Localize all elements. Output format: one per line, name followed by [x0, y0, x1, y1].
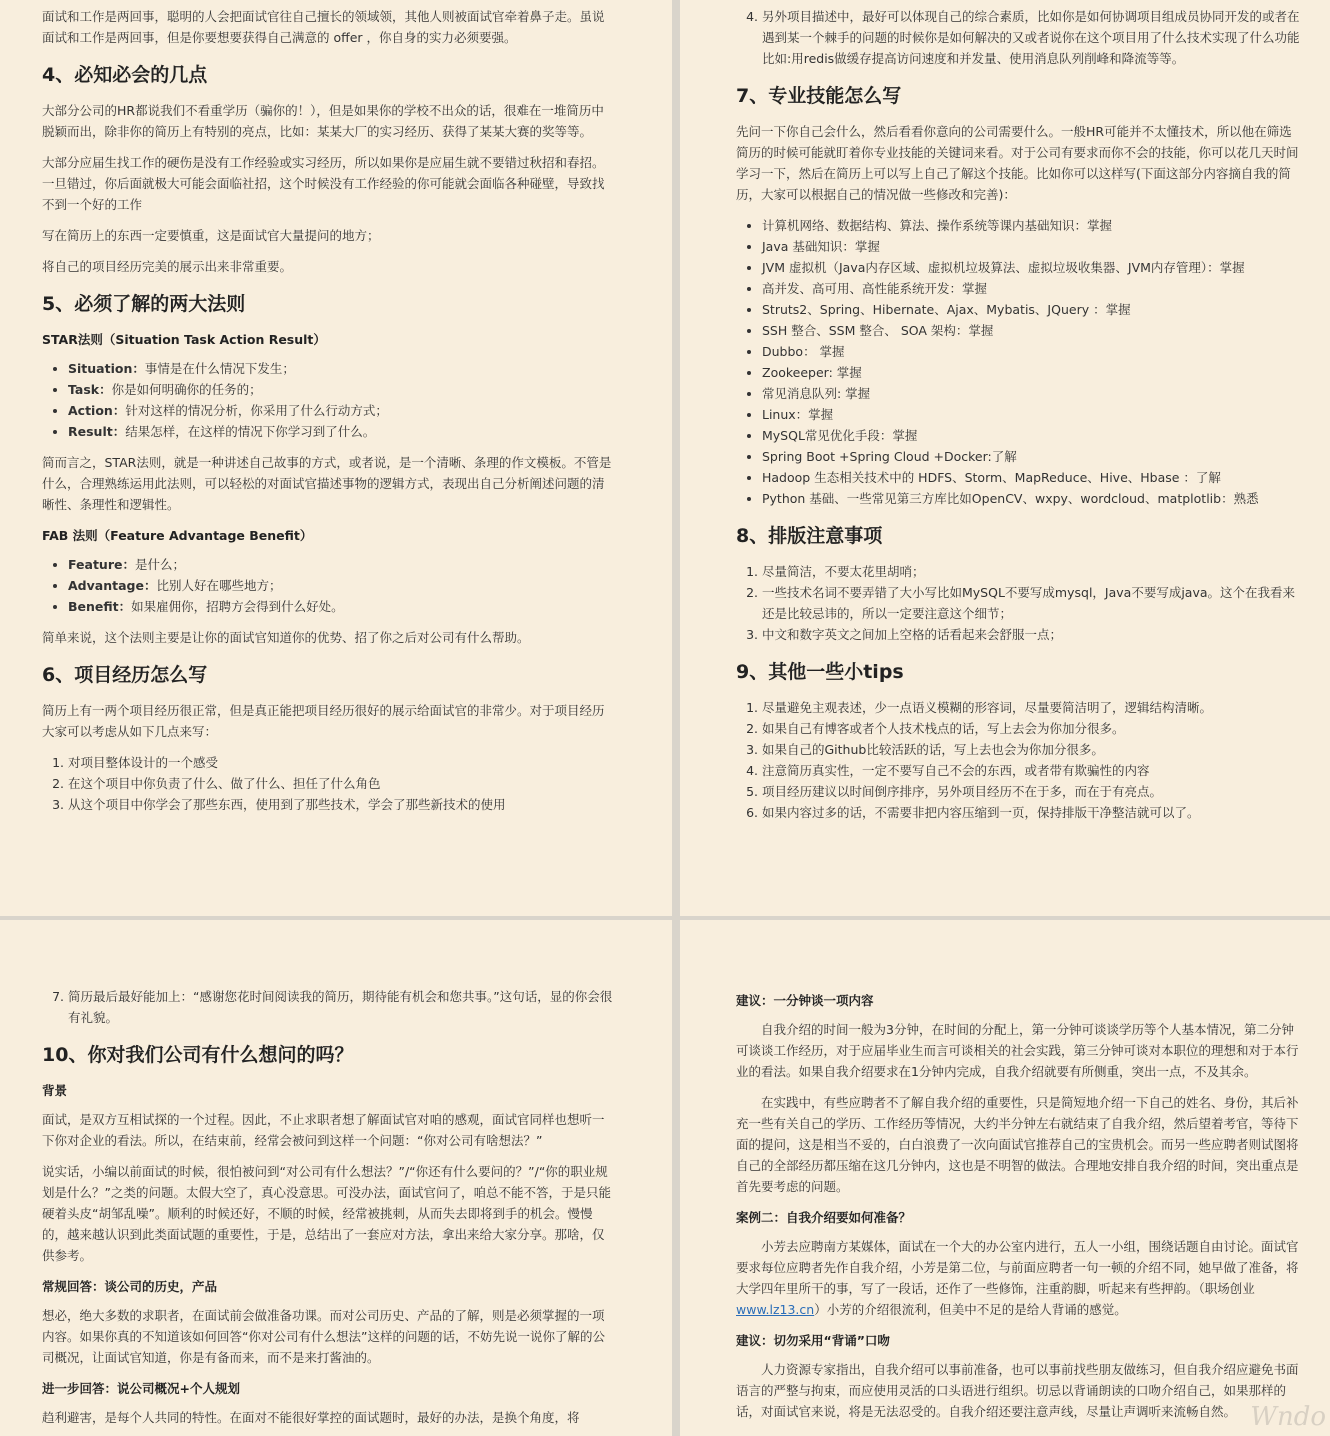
page-panel-top-left [0, 0, 672, 916]
project-list [42, 752, 614, 815]
list-item: • Java 基础知识：掌握 [762, 236, 1300, 257]
paragraph [736, 1236, 1300, 1320]
paragraph: 说实话，小编以前面试的时候，很怕被问到“对公司有什么想法？”/“你还有什么要问的？”/“你的职业规划是什么？”之类的问题。太假大空了，真心没意思。可没办法，面试官问了，咱总不能不答，于是只能硬着头皮“胡邹乱噪”。顺利的时候还好，不顺的时候，经常被挑刺，从而失去即将到手的机会。慢慢的，越来越认识到此类面试题的重要性，于是，总结出了一套应对方法，拿出来给大家分享。那啥，仅供参考。 [42, 1164, 611, 1263]
list-item: 2. 在这个项目中你负责了什么、做了什么、担任了什么角色 [68, 773, 614, 794]
list-item: • 计算机网络、数据结构、算法、操作系统等课内基础知识：掌握 [762, 215, 1300, 236]
list-item [68, 575, 614, 596]
section-heading-7: 7、专业技能怎么写 [736, 85, 902, 107]
paragraph: 想必，绝大多数的求职者，在面试前会做准备功课。而对公司历史、产品的了解，则是必须掌握的一项内容。如果你真的不知道该如何回答“你对公司有什么想法”这样的问题的话，不妨先说一说你了解的公司概况，让面试官知道，你是有备而来，而不是来打酱油的。 [42, 1308, 605, 1365]
term-desc: 比别人好在哪些地方； [156, 578, 282, 593]
skills-list [736, 215, 1300, 509]
section-heading-4: 4、必知必会的几点 [42, 64, 208, 86]
list-item: • 常见消息队列: 掌握 [762, 383, 1300, 404]
term-desc: 你是如何明确你的任务的； [111, 382, 262, 397]
page-panel-top-right [680, 0, 1330, 916]
paragraph: 面试，是双方互相试探的一个过程。因此，不止求职者想了解面试官对咱的感观，面试官同样也想听一下你对企业的看法。所以，在结束前，经常会被问到这样一个问题：“你对公司有啥想法？” [42, 1112, 605, 1148]
subheading-suggestion-1: 建议：一分钟谈一项内容 [736, 993, 874, 1008]
paragraph: 先问一下你自己会什么，然后看看你意向的公司需要什么。一般HR可能并不太懂技术，所以他在筛选简历的时候可能就盯着你专业技能的关键词来看。对于公司有要求而你不会的技能，你可以花几天时间学习一下，然后在简历上可以写上自己了解这个技能。比如你可以这样写(下面这部分内容摘自我的简历，大家可以根据自己的情况做一些修改和完善)： [736, 124, 1299, 202]
list-item [68, 358, 614, 379]
list-item [68, 400, 614, 421]
list-item: 2. 一些技术名词不要弄错了大小写比如MySQL不要写成mysql，Java不要写成java。这个在我看来还是比较忌讳的，所以一定要注意这个细节； [762, 582, 1300, 624]
subheading-advanced-answer: 进一步回答：说公司概况+个人规划 [42, 1381, 240, 1396]
term-label: Situation： [68, 361, 145, 376]
watermark: Wndo [1250, 1402, 1326, 1432]
list-item: • 高并发、高可用、高性能系统开发：掌握 [762, 278, 1300, 299]
list-item: 4. 注意简历真实性，一定不要写自己不会的东西，或者带有欺骗性的内容 [762, 760, 1300, 781]
star-rule-title: STAR法则（Situation Task Action Result） [42, 332, 326, 347]
paragraph: 大部分应届生找工作的硬伤是没有工作经验或实习经历，所以如果你是应届生就不要错过秋招和春招。一旦错过，你后面就极大可能会面临社招，这个时候没有工作经验的你可能就会面临各种碰壁，导致找不到一个好的工作 [42, 155, 605, 212]
term-desc: 针对这样的情况分析，你采用了什么行动方式； [125, 403, 388, 418]
term-desc: 结果怎样，在这样的情况下你学习到了什么。 [125, 424, 376, 439]
tips-list-continued [42, 986, 614, 1028]
list-item: 3. 如果自己的Github比较活跃的话，写上去也会为你加分很多。 [762, 739, 1300, 760]
list-item: • Linux：掌握 [762, 404, 1300, 425]
paragraph: 简历上有一两个项目经历很正常，但是真正能把项目经历很好的展示给面试官的非常少。对于项目经历大家可以考虑从如下几点来写： [42, 703, 605, 739]
paragraph: 自我介绍的时间一般为3分钟，在时间的分配上，第一分钟可谈谈学历等个人基本情况，第二分钟可谈谈工作经历，对于应届毕业生而言可谈相关的社会实践，第三分钟可谈对本职位的理想和对于本行业的看法。如果自我介绍要求在1分钟内完成，自我介绍就要有所侧重，突出一点，不及其余。 [736, 1022, 1299, 1079]
list-item: • Spring Boot +Spring Cloud +Docker:了解 [762, 446, 1300, 467]
subheading-regular-answer: 常规回答：谈公司的历史，产品 [42, 1279, 218, 1294]
section-heading-10: 10、你对我们公司有什么想问的吗？ [42, 1044, 354, 1066]
list-item: • SSH 整合、SSM 整合、 SOA 架构：掌握 [762, 320, 1300, 341]
term-label: Benefit： [68, 599, 132, 614]
term-desc: 事情是在什么情况下发生； [144, 361, 295, 376]
list-item [68, 379, 614, 400]
source-link[interactable]: www.lz13.cn [736, 1302, 815, 1317]
project-list-continued [736, 6, 1300, 69]
list-item: • Zookeeper: 掌握 [762, 362, 1300, 383]
paragraph-text: ）小芳的介绍很流利，但美中不足的是给人背诵的感觉。 [814, 1302, 1127, 1317]
paragraph: 写在简历上的东西一定要慎重，这是面试官大量提问的地方； [42, 228, 380, 243]
section-heading-5: 5、必须了解的两大法则 [42, 293, 246, 315]
term-desc: 是什么； [134, 557, 185, 572]
list-item: 5. 项目经历建议以时间倒序排序，另外项目经历不在于多，而在于有亮点。 [762, 781, 1300, 802]
term-label: Feature： [68, 557, 135, 572]
term-label: Result： [68, 424, 126, 439]
subheading-suggestion-2: 建议：切勿采用“背诵”口吻 [736, 1333, 890, 1348]
term-label: Task： [68, 382, 112, 397]
paragraph: 简单来说，这个法则主要是让你的面试官知道你的优势、招了你之后对公司有什么帮助。 [42, 630, 530, 645]
list-item: 6. 如果内容过多的话，不需要非把内容压缩到一页，保持排版干净整洁就可以了。 [762, 802, 1300, 823]
layout-notes-list [736, 561, 1300, 645]
list-item [68, 554, 614, 575]
list-item: 7. 简历最后最好能加上：“感谢您花时间阅读我的简历，期待能有机会和您共事。”这句话，显的你会很有礼貌。 [68, 986, 614, 1028]
page-panel-bottom-left [0, 920, 672, 1436]
list-item: 3. 从这个项目中你学会了那些东西，使用到了那些技术，学会了那些新技术的使用 [68, 794, 614, 815]
tips-list [736, 697, 1300, 823]
page-panel-bottom-right [680, 920, 1330, 1436]
list-item: 4. 另外项目描述中，最好可以体现自己的综合素质，比如你是如何协调项目组成员协同开发的或者在遇到某一个棘手的问题的时候你是如何解决的又或者说你在这个项目用了什么技术实现了什么功能比如:用redis做缓存提高访问速度和并发量、使用消息队列削峰和降流等等。 [762, 6, 1300, 69]
term-label: Advantage： [68, 578, 157, 593]
fab-list [42, 554, 614, 617]
list-item: 3. 中文和数字英文之间加上空格的话看起来会舒服一点； [762, 624, 1300, 645]
paragraph: 面试和工作是两回事，聪明的人会把面试官往自己擅长的领域领，其他人则被面试官牵着鼻子走。虽说面试和工作是两回事，但是你要想要获得自己满意的 offer ，你自身的实力必须要强。 [42, 9, 605, 45]
list-item: • Python 基础、一些常见第三方库比如OpenCV、wxpy、wordcloud、matplotlib：熟悉 [762, 488, 1300, 509]
list-item: • Hadoop 生态相关技术中的 HDFS、Storm、MapReduce、Hive、Hbase ：了解 [762, 467, 1300, 488]
list-item: • JVM 虚拟机（Java内存区域、虚拟机垃圾算法、虚拟垃圾收集器、JVM内存管理）：掌握 [762, 257, 1300, 278]
term-desc: 如果雇佣你，招聘方会得到什么好处。 [131, 599, 344, 614]
paragraph: 大部分公司的HR都说我们不看重学历（骗你的！），但是如果你的学校不出众的话，很难在一堆简历中脱颖而出，除非你的简历上有特别的亮点，比如：某某大厂的实习经历、获得了某某大赛的奖等等。 [42, 103, 604, 139]
subheading-background: 背景 [42, 1083, 68, 1098]
list-item [68, 421, 614, 442]
fab-rule-title: FAB 法则（Feature Advantage Benefit） [42, 528, 313, 543]
list-item: 1. 尽量避免主观表述，少一点语义模糊的形容词，尽量要简洁明了，逻辑结构清晰。 [762, 697, 1300, 718]
paragraph: 将自己的项目经历完美的展示出来非常重要。 [42, 259, 293, 274]
list-item: • Struts2、Spring、Hibernate、Ajax、Mybatis、JQuery ：掌握 [762, 299, 1300, 320]
section-heading-8: 8、排版注意事项 [736, 525, 883, 547]
paragraph: 简而言之，STAR法则，就是一种讲述自己故事的方式，或者说，是一个清晰、条理的作文模板。不管是什么，合理熟练运用此法则，可以轻松的对面试官描述事物的逻辑方式，表现出自己分析阐述问题的清晰性、条理性和逻辑性。 [42, 455, 612, 512]
paragraph: 在实践中，有些应聘者不了解自我介绍的重要性，只是简短地介绍一下自己的姓名、身份，其后补充一些有关自己的学历、工作经历等情况，大约半分钟左右就结束了自我介绍，然后望着考官，等待下面的提问，这是相当不妥的，白白浪费了一次向面试官推荐自己的宝贵机会。而另一些应聘者则试图将自己的全部经历都压缩在这几分钟内，这也是不明智的做法。合理地安排自我介绍的时间，突出重点是首先要考虑的问题。 [736, 1095, 1299, 1194]
section-heading-6: 6、项目经历怎么写 [42, 664, 208, 686]
paragraph: 趋利避害，是每个人共同的特性。在面对不能很好掌控的面试题时，最好的办法，是换个角度，将 [42, 1410, 580, 1425]
list-item: 2. 如果自己有博客或者个人技术栈点的话，写上去会为你加分很多。 [762, 718, 1300, 739]
list-item: • Dubbo： 掌握 [762, 341, 1300, 362]
list-item: 1. 尽量简洁，不要太花里胡哨； [762, 561, 1300, 582]
list-item [68, 596, 614, 617]
subheading-case-2: 案例二：自我介绍要如何准备？ [736, 1210, 912, 1225]
paragraph-text: 小芳去应聘南方某媒体，面试在一个大的办公室内进行，五人一小组，围绕话题自由讨论。面试官要求每位应聘者先作自我介绍，小芳是第二位，与前面应聘者一句一顿的介绍不同，她早做了准备，将大学四年里所干的事，写了一段话，还作了一些修饰，注重韵脚，听起来有些押韵。（职场创业 [736, 1239, 1299, 1296]
star-list [42, 358, 614, 442]
list-item: • MySQL常见优化手段：掌握 [762, 425, 1300, 446]
section-heading-9: 9、其他一些小tips [736, 661, 904, 683]
paragraph: 人力资源专家指出，自我介绍可以事前准备，也可以事前找些朋友做练习，但自我介绍应避免书面语言的严整与拘束，而应使用灵活的口头语进行组织。切忌以背诵朗读的口吻介绍自己，如果那样的话，对面试官来说，将是无法忍受的。自我介绍还要注意声线，尽量让声调听来流畅自然。 [736, 1362, 1299, 1419]
list-item: 1. 对项目整体设计的一个感受 [68, 752, 614, 773]
term-label: Action： [68, 403, 126, 418]
